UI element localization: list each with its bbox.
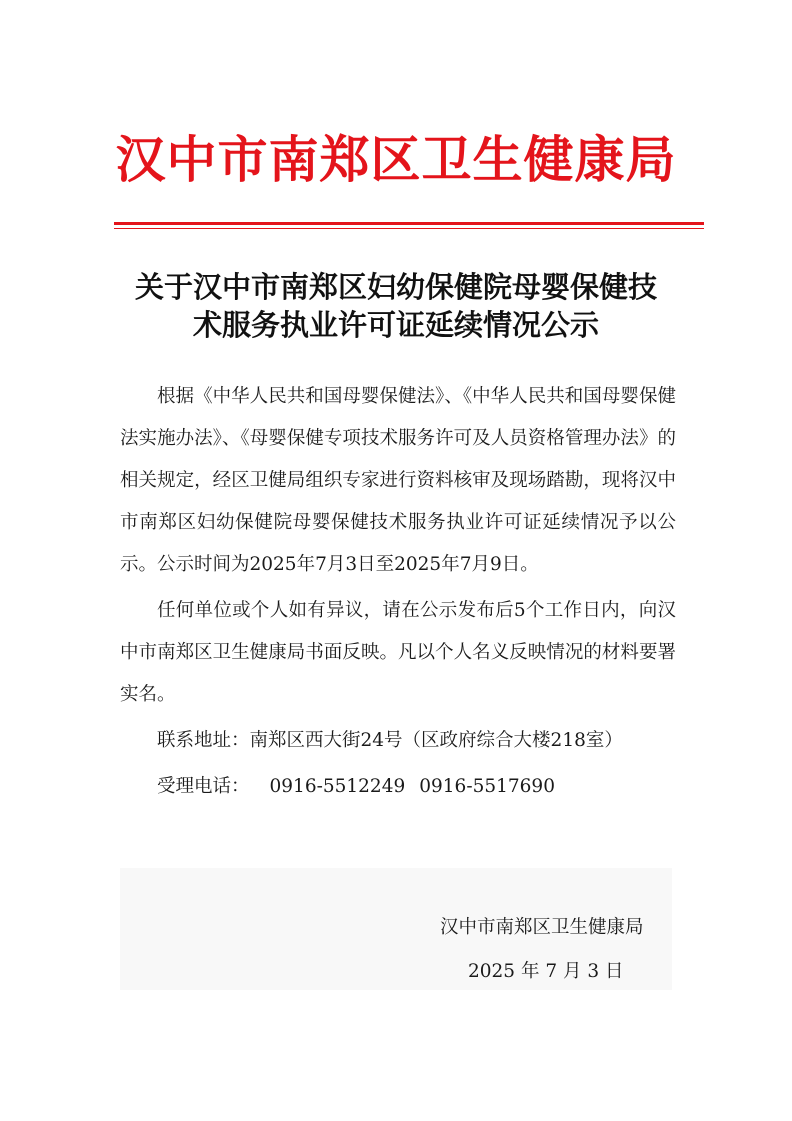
signature-date: 2025 年 7 月 3 日	[468, 961, 624, 982]
body-paragraph-phone	[120, 766, 676, 808]
notice-title-line-2: 术服务执业许可证延续情况公示	[192, 308, 599, 342]
phone-number-2: 0916-5517690	[419, 776, 555, 797]
notice-title	[100, 268, 692, 344]
phone-label: 受理电话：	[157, 776, 250, 797]
signature-org: 汉中市南郑区卫生健康局	[440, 917, 644, 938]
phone-number-1: 0916-5512249	[269, 776, 406, 797]
body-paragraph-objection: 任何单位或个人如有异议，请在公示发布后5个工作日内，向汉中市南郑区卫生健康局书面反映。凡以个人名义反映情况的材料要署实名。	[120, 600, 676, 705]
masthead-rule-thin	[114, 228, 704, 229]
masthead-org-name: 汉中市南郑区卫生健康局	[115, 131, 677, 189]
body-paragraph-address: 联系地址：南郑区西大街24号（区政府综合大楼218室）	[157, 730, 623, 751]
notice-title-line-1: 关于汉中市南郑区妇幼保健院母婴保健技	[134, 270, 657, 304]
body-paragraph-basis: 根据《中华人民共和国母婴保健法》、《中华人民共和国母婴保健法实施办法》、《母婴保健专项技术服务许可及人员资格管理办法》的相关规定，经区卫健局组织专家进行资料核审及现场踏勘，现将汉中市南郑区妇幼保健院母婴保健技术服务执业许可证延续情况予以公示。公示时间为2025年7月3日至2025年7月9日。	[120, 386, 676, 575]
notice-body	[120, 376, 676, 808]
masthead-rule-thick	[114, 222, 704, 225]
